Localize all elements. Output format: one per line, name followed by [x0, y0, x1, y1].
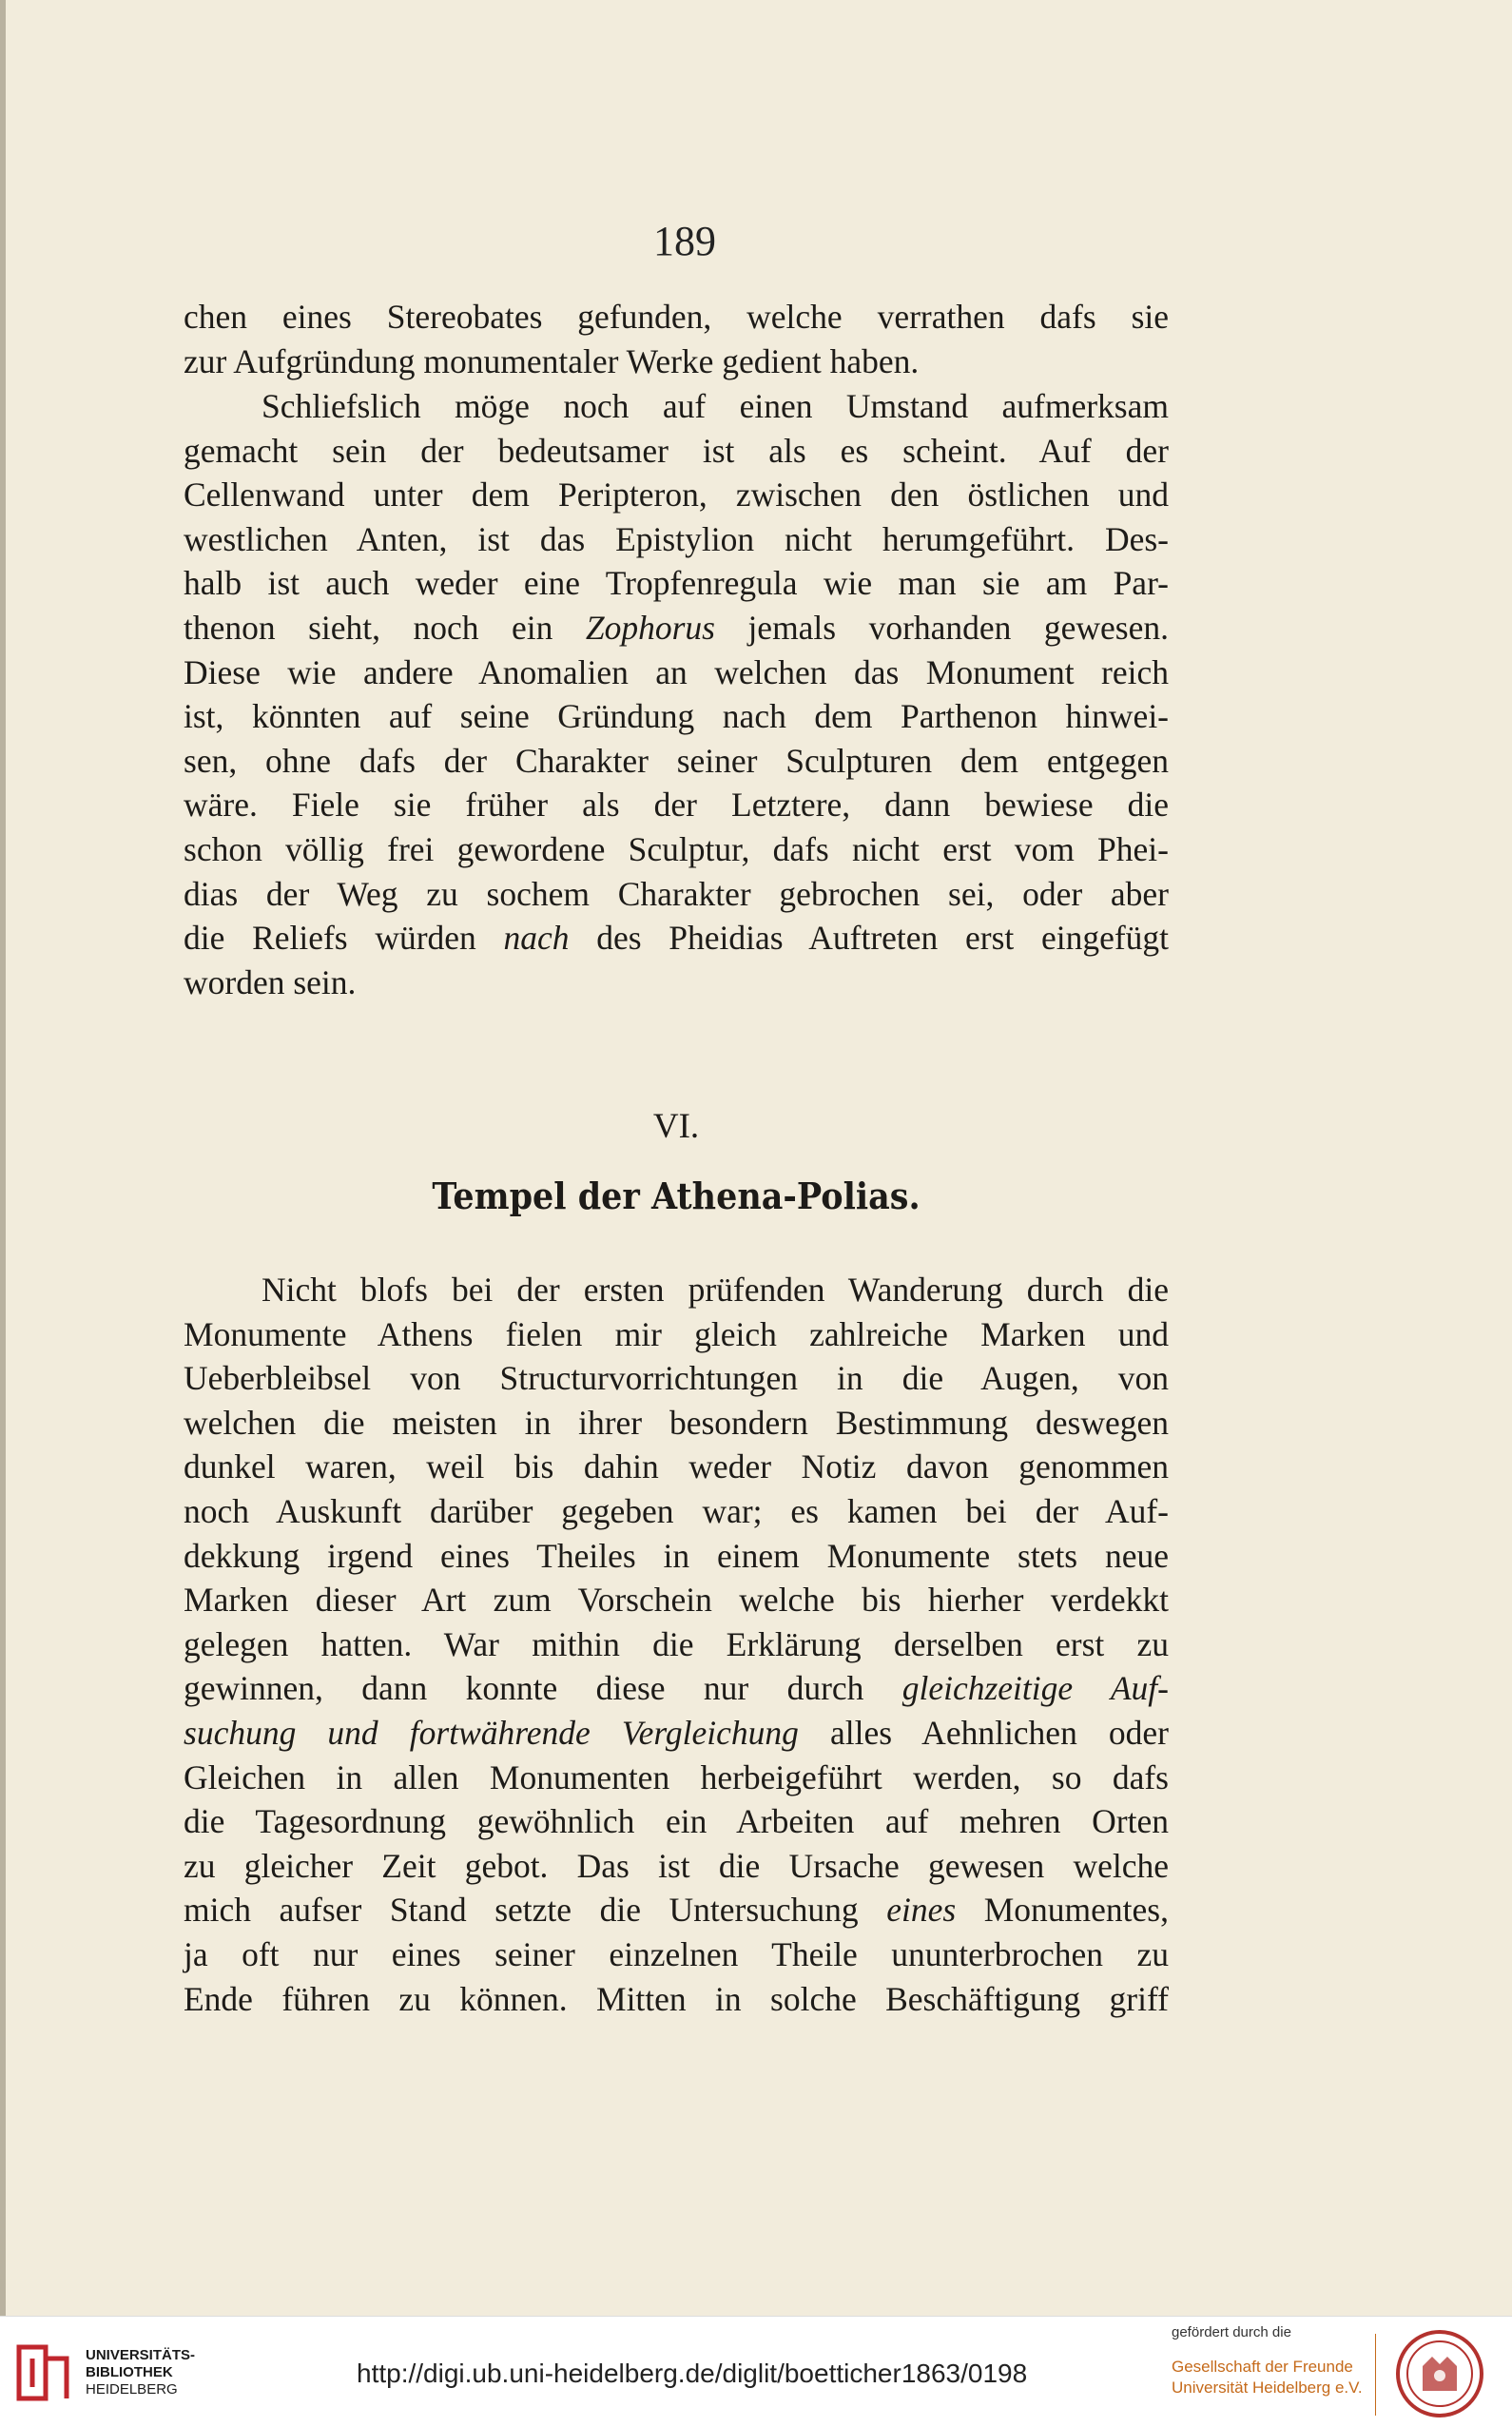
- university-seal-icon[interactable]: [1394, 2328, 1485, 2419]
- text-run: die Reliefs würden: [184, 919, 504, 958]
- italic-term: eines: [886, 1891, 957, 1930]
- text-line: Gleichen in allen Monumenten herbeigeführt werden, so dafs: [184, 1757, 1169, 1796]
- text-line: zu gleicher Zeit gebot. Das ist die Ursache gewesen welche: [184, 1846, 1169, 1885]
- text-line: halb ist auch weder eine Tropfenregula wie man sie am Par-: [184, 564, 1169, 603]
- text-run: Monumentes,: [956, 1891, 1169, 1930]
- library-name-line: BIBLIOTHEK: [86, 2364, 173, 2380]
- paragraph-schliesslich: [184, 384, 1169, 1004]
- university-library-logo-icon[interactable]: [13, 2340, 72, 2406]
- text-line-mixed: [184, 916, 1169, 961]
- text-line-mixed: [184, 1666, 1169, 1711]
- text-line: zur Aufgründung monumentaler Werke gedient haben.: [184, 341, 920, 380]
- text-line: die Tagesordnung gewöhnlich ein Arbeiten auf mehren Orten: [184, 1802, 1169, 1841]
- text-line: sen, ohne dafs der Charakter seiner Sculpturen dem entgegen: [184, 741, 1169, 780]
- text-line: ist, könnten auf seine Gründung nach dem Parthenon hinwei-: [184, 697, 1169, 736]
- text-run: jemals vorhanden gewesen.: [714, 608, 1170, 647]
- text-line: Cellenwand unter dem Peripteron, zwischen den östlichen und: [184, 476, 1169, 515]
- library-name: [86, 2347, 195, 2398]
- library-name-line: HEIDELBERG: [86, 2381, 178, 2398]
- page-edge: [0, 0, 6, 2316]
- italic-term: Zophorus: [585, 608, 715, 647]
- text-line: westlichen Anten, ist das Epistylion nicht herumgeführt. Des-: [184, 519, 1169, 558]
- text-line: Schliefslich möge noch auf einen Umstand aufmerksam: [262, 387, 1169, 425]
- paragraph-continuation: [184, 295, 1169, 383]
- library-name-line: UNIVERSITÄTS-: [86, 2347, 196, 2363]
- text-line: Ueberbleibsel von Structurvorrichtungen in die Augen, von: [184, 1359, 1169, 1398]
- text-line: worden sein.: [184, 962, 357, 1001]
- section-title: Tempel der Athena-Polias.: [432, 1175, 921, 1217]
- text-line: noch Auskunft darüber gegeben war; es kamen bei der Auf-: [184, 1491, 1169, 1530]
- text-line: Ende führen zu können. Mitten in solche Beschäftigung griff: [184, 1979, 1169, 2018]
- text-run: gewinnen, dann konnte diese nur durch: [184, 1669, 902, 1708]
- text-line: gelegen hatten. War mithin die Erklärung derselben erst zu: [184, 1624, 1169, 1663]
- text-line: Monumente Athens fielen mir gleich zahlreiche Marken und: [184, 1314, 1169, 1353]
- text-line: wäre. Fiele sie früher als der Letztere, dann bewiese die: [184, 786, 1169, 825]
- text-line: welchen die meisten in ihrer besondern Bestimmung deswegen: [184, 1403, 1169, 1442]
- text-line: ja oft nur eines seiner einzelnen Theile ununterbrochen zu: [184, 1934, 1169, 1973]
- funded-by-label: gefördert durch die: [1172, 2324, 1291, 2340]
- italic-term: nach: [503, 919, 570, 958]
- page-number: 189: [653, 218, 716, 264]
- text-run: mich aufser Stand setzte die Untersuchung: [184, 1891, 887, 1930]
- text-line-mixed: [184, 1888, 1169, 1932]
- text-line-mixed: [184, 606, 1169, 650]
- section-number: VI.: [652, 1107, 700, 1146]
- text-run: alles Aehnlichen oder: [798, 1713, 1170, 1752]
- permalink-url[interactable]: http://digi.ub.uni-heidelberg.de/diglit/boetticher1863/0198: [357, 2359, 1028, 2388]
- italic-phrase: suchung und fortwährende Vergleichung: [184, 1713, 799, 1752]
- text-line: dunkel waren, weil bis dahin weder Notiz davon genommen: [184, 1447, 1169, 1486]
- text-line-mixed: [184, 1711, 1169, 1756]
- text-line: gemacht sein der bedeutsamer ist als es scheint. Auf der: [184, 431, 1169, 470]
- text-line: Diese wie andere Anomalien an welchen das Monument reich: [184, 652, 1169, 691]
- text-line: dekkung irgend eines Theiles in einem Monumente stets neue: [184, 1536, 1169, 1575]
- footer-divider: [1375, 2334, 1376, 2416]
- funder-name-line: Universität Heidelberg e.V.: [1172, 2378, 1363, 2397]
- funder-name-line: Gesellschaft der Freunde: [1172, 2358, 1353, 2376]
- text-line: schon völlig frei gewordene Sculptur, dafs nicht erst vom Phei-: [184, 829, 1169, 868]
- italic-phrase: gleichzeitige Auf-: [901, 1669, 1169, 1708]
- text-line: dias der Weg zu sochem Charakter gebrochen sei, oder aber: [184, 874, 1169, 913]
- text-line: Marken dieser Art zum Vorschein welche bis hierher verdekkt: [184, 1581, 1169, 1620]
- funder-name[interactable]: [1172, 2357, 1363, 2398]
- text-line: chen eines Stereobates gefunden, welche verrathen dafs sie: [184, 298, 1169, 336]
- paragraph-main: [184, 1268, 1169, 2021]
- text-run: des Pheidias Auftreten erst eingefügt: [569, 919, 1170, 958]
- text-line: Nicht blofs bei der ersten prüfenden Wanderung durch die: [262, 1271, 1169, 1309]
- text-run: thenon sieht, noch ein: [184, 608, 586, 647]
- digitization-footer: [0, 2316, 1512, 2427]
